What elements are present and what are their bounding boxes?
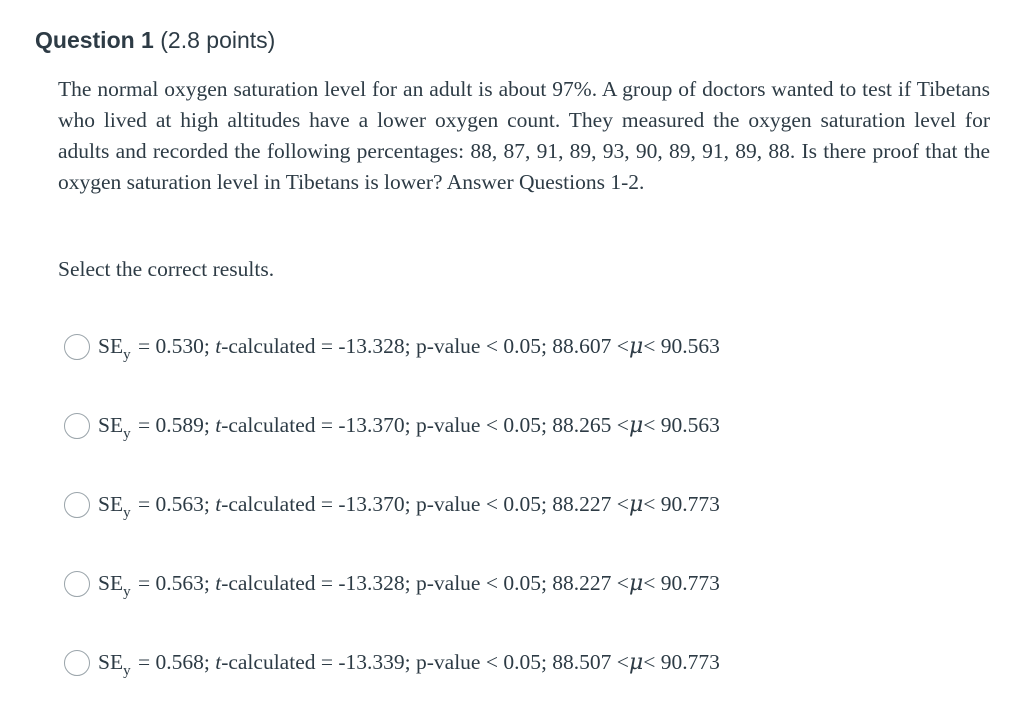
answer-text — [98, 491, 720, 521]
se-subscript: y — [123, 425, 131, 442]
upper-bound: < 90.563 — [643, 412, 720, 437]
question-text: The normal oxygen saturation level for an adult is about 97%. A group of doctors wanted to test if Tibetans who lived at high altitudes have a lower oxygen count. They measured the oxygen saturation level for adults and recorded the following percentages: 88, 87, 91, 89, 93, 90, 89, 91, 89, 88. Is there proof that the oxygen saturation level in Tibetans is lower? Answer Questions 1-2. — [58, 77, 990, 194]
t-label: t — [215, 491, 222, 516]
t-value: -calculated = -13.370; p-value < 0.05; 88.227 < — [221, 491, 629, 516]
t-label: t — [215, 412, 222, 437]
question-title: Question 1 — [35, 27, 154, 53]
answer-text — [98, 412, 720, 442]
answer-option-4[interactable] — [64, 568, 964, 600]
mu-symbol: μ — [628, 649, 644, 675]
answer-option-5[interactable] — [64, 647, 964, 679]
t-label: t — [215, 649, 222, 674]
answer-text — [98, 570, 720, 600]
mu-symbol: μ — [628, 333, 644, 359]
t-value: -calculated = -13.328; p-value < 0.05; 88.227 < — [221, 570, 629, 595]
upper-bound: < 90.563 — [643, 333, 720, 358]
radio-button[interactable] — [64, 492, 90, 518]
se-value: = 0.530; — [132, 333, 216, 358]
se-subscript: y — [123, 662, 131, 679]
t-label: t — [215, 333, 222, 358]
se-subscript: y — [123, 583, 131, 600]
se-subscript: y — [123, 346, 131, 363]
se-value: = 0.568; — [132, 649, 216, 674]
question-instruction: Select the correct results. — [58, 257, 275, 281]
t-value: -calculated = -13.328; p-value < 0.05; 88.607 < — [221, 333, 629, 358]
radio-button[interactable] — [64, 650, 90, 676]
answer-option-1[interactable] — [64, 331, 964, 363]
se-label: SE — [98, 570, 124, 595]
answer-text — [98, 649, 720, 679]
answer-option-2[interactable] — [64, 410, 964, 442]
question-points: (2.8 points) — [160, 27, 276, 53]
upper-bound: < 90.773 — [643, 649, 720, 674]
se-label: SE — [98, 491, 124, 516]
mu-symbol: μ — [628, 491, 644, 517]
se-label: SE — [98, 649, 124, 674]
radio-button[interactable] — [64, 571, 90, 597]
mu-symbol: μ — [628, 570, 644, 596]
radio-button[interactable] — [64, 334, 90, 360]
t-value: -calculated = -13.370; p-value < 0.05; 88.265 < — [221, 412, 629, 437]
answer-text — [98, 333, 720, 363]
se-value: = 0.589; — [132, 412, 216, 437]
upper-bound: < 90.773 — [643, 570, 720, 595]
se-subscript: y — [123, 504, 131, 521]
t-label: t — [215, 570, 222, 595]
t-value: -calculated = -13.339; p-value < 0.05; 88.507 < — [221, 649, 629, 674]
mu-symbol: μ — [628, 412, 644, 438]
se-label: SE — [98, 412, 124, 437]
se-value: = 0.563; — [132, 570, 216, 595]
radio-button[interactable] — [64, 413, 90, 439]
se-value: = 0.563; — [132, 491, 216, 516]
question-header — [35, 27, 275, 54]
se-label: SE — [98, 333, 124, 358]
answer-option-3[interactable] — [64, 489, 964, 521]
upper-bound: < 90.773 — [643, 491, 720, 516]
